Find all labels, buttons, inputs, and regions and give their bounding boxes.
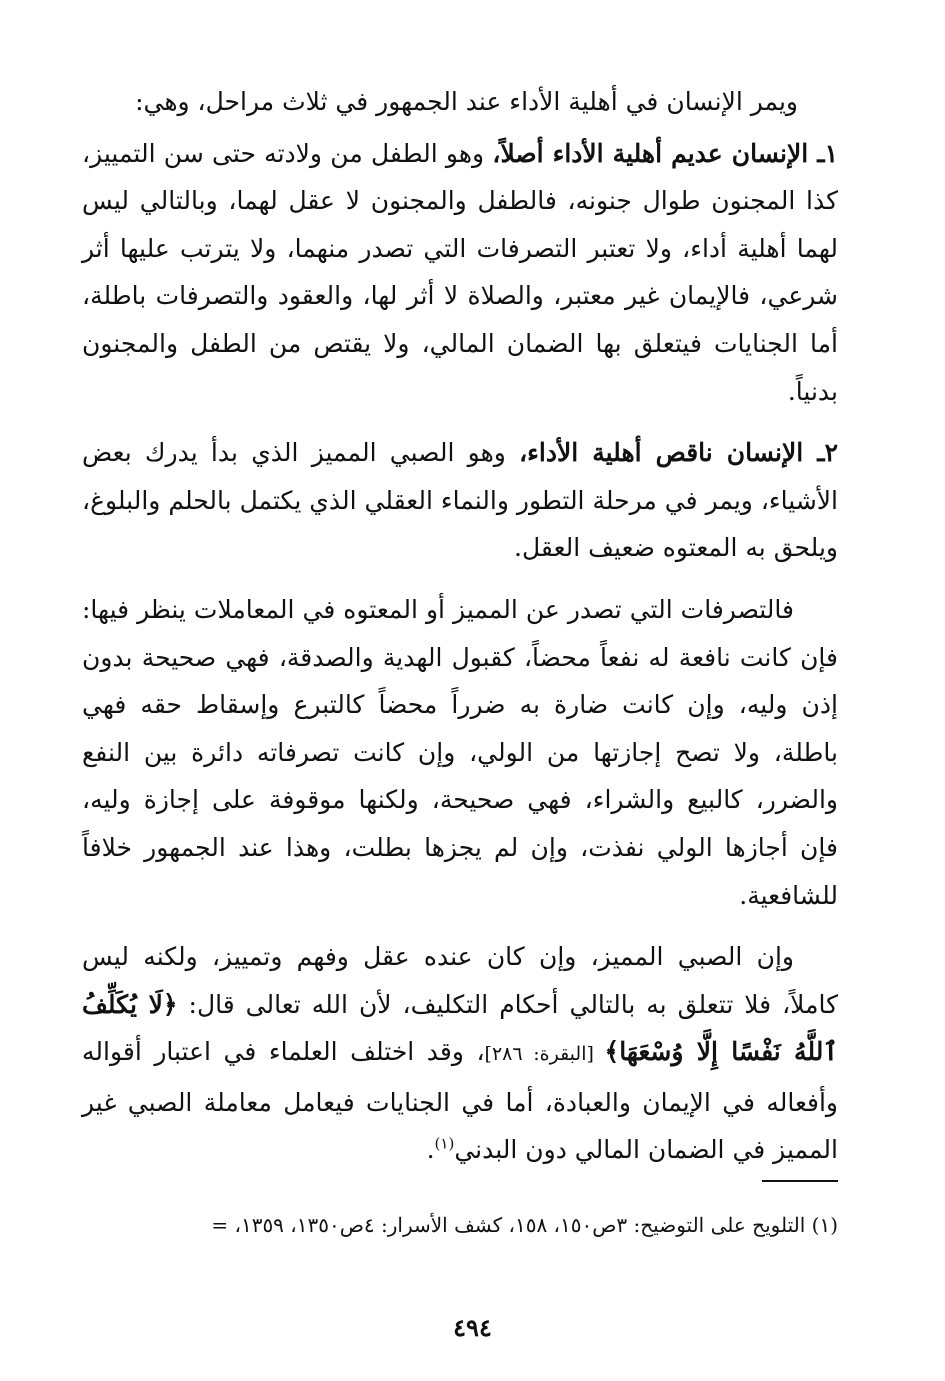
quran-verse: ﴿لَا يُكَلِّفُ ٱللَّهُ نَفْسًا إِلَّا وُسْعَهَا﴾: [82, 989, 839, 1067]
paragraph-4-text-before: وإن الصبي المميز، وإن كان عنده عقل وفهم وتمييز، ولكنه ليس كاملاً، فلا تتعلق به بالتالي أحكام التكليف، لأن الله تعالى قال:: [82, 942, 839, 1019]
intro-line: ويمر الإنسان في أهلية الأداء عند الجمهور في ثلاث مراحل، وهي:: [135, 87, 798, 116]
page-body: [82, 78, 838, 1174]
stage-2-heading: ٢ـ الإنسان ناقص أهلية الأداء،: [519, 438, 838, 468]
verse-reference: [البقرة: ٢٨٦]: [484, 1043, 605, 1066]
page-number: ٤٩٤: [453, 1313, 492, 1342]
footnote-divider: [762, 1180, 838, 1182]
paragraph-4-end: .: [426, 1135, 435, 1165]
footnote-marker: (١): [434, 1135, 455, 1154]
discerning-child-paragraph: [82, 933, 838, 1174]
stage-2-paragraph: [82, 429, 838, 572]
footnote: (١) التلويح على التوضيح: ٣ص١٥٠، ١٥٨، كشف الأسرار: ٤ص١٣٥٠، ١٣٥٩، =: [211, 1213, 838, 1237]
stage-1-heading: ١ـ الإنسان عديم أهلية الأداء أصلاً،: [492, 138, 838, 168]
stage-2-text: وهو الصبي المميز الذي بدأ يدرك بعض الأشياء، ويمر في مرحلة التطور والنماء العقلي الذي يكتمل بالحلم والبلوغ، ويلحق به المعتوه ضعيف العقل.: [82, 438, 838, 563]
stage-1-text: وهو الطفل من ولادته حتى سن التمييز، كذا المجنون طوال جنونه، فالطفل والمجنون لا عقل لهما، وبالتالي ليس لهما أهلية أداء، ولا تعتبر التصرفات التي تصدر منهما، ولا يترتب عليها أثر شرعي، فالإيمان غير معتبر، والصلاة لا أثر لها، والعقود والتصرفات باطلة، أما الجنايات فيتعلق بها الضمان المالي، ولا يقتص من الطفل والمجنون بدنياً.: [82, 138, 838, 406]
transactions-paragraph: فالتصرفات التي تصدر عن المميز أو المعتوه في المعاملات ينظر فيها: فإن كانت نافعة له نفعاً محضاً، كقبول الهدية والصدقة، فهي صحيحة بدون إذن وليه، وإن كانت ضارة به ضرراً محضاً كالتبرع وإسقاط حقه فهي باطلة، ولا تصح إجازتها من الولي، وإن كانت تصرفاته دائرة بين النفع والضرر، كالبيع والشراء، فهي صحيحة، ولكنها موقوفة على إجازة وليه، فإن أجازها الولي نفذت، وإن لم يجزها بطلت، وهذا عند الجمهور خلافاً للشافعية.: [82, 594, 838, 910]
stage-1-paragraph: [82, 130, 838, 416]
paragraph-4-text-after: ، وقد اختلف العلماء في اعتبار أقواله وأفعاله في الإيمان والعبادة، أما في الجنايات فيعامل معاملة الصبي غير المميز في الضمان المالي دون البدني: [82, 1037, 838, 1165]
